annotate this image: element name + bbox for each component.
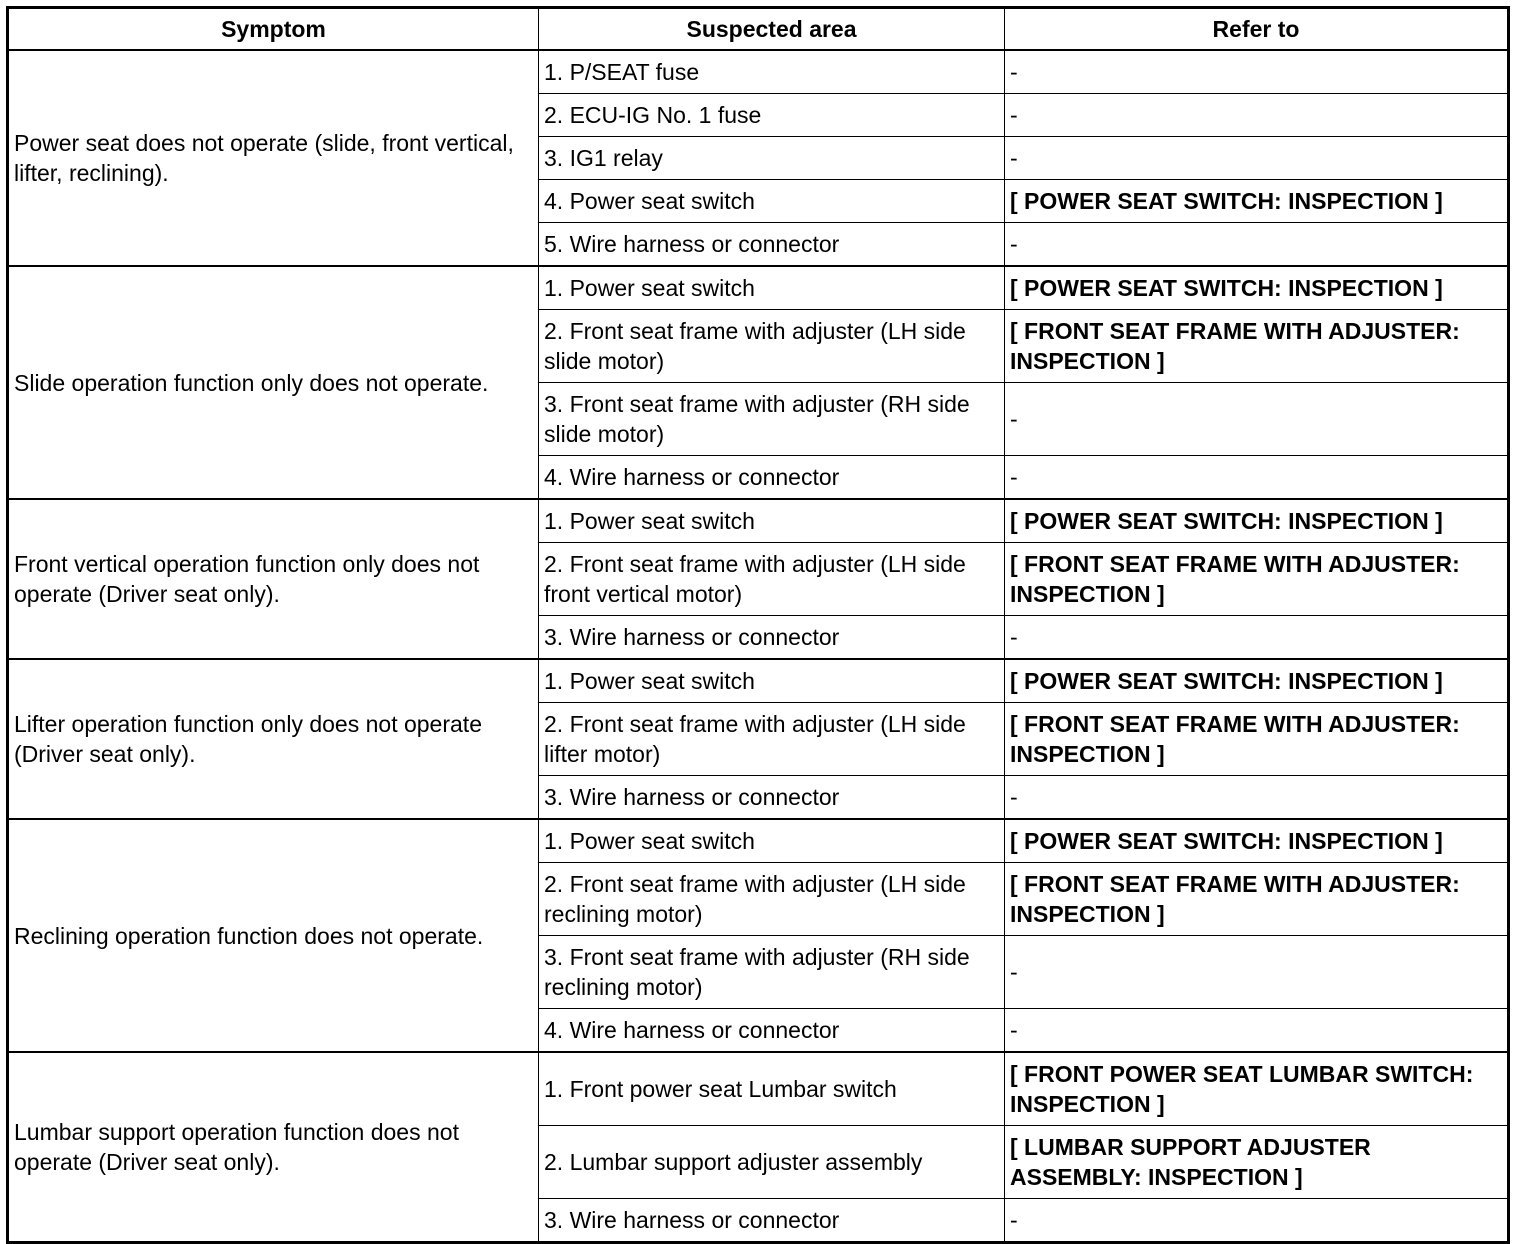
suspected-area-cell: 3. Wire harness or connector — [539, 776, 1005, 820]
symptom-cell: Power seat does not operate (slide, front vertical, lifter, reclining). — [8, 50, 539, 266]
refer-to-cell: - — [1005, 137, 1509, 180]
refer-to-cell: - — [1005, 94, 1509, 137]
suspected-area-cell: 3. Wire harness or connector — [539, 616, 1005, 660]
troubleshooting-table — [6, 6, 1510, 1244]
suspected-area-cell: 1. Power seat switch — [539, 266, 1005, 310]
refer-to-cell: - — [1005, 383, 1509, 456]
refer-to-link[interactable]: [ POWER SEAT SWITCH: INSPECTION ] — [1005, 180, 1509, 223]
refer-to-cell: - — [1005, 50, 1509, 94]
suspected-area-cell: 2. Lumbar support adjuster assembly — [539, 1126, 1005, 1199]
table-row — [8, 819, 1509, 863]
refer-to-link[interactable]: [ FRONT SEAT FRAME WITH ADJUSTER: INSPECTION ] — [1005, 543, 1509, 616]
suspected-area-cell: 3. Front seat frame with adjuster (RH side slide motor) — [539, 383, 1005, 456]
refer-to-cell: - — [1005, 456, 1509, 500]
suspected-area-cell: 1. Power seat switch — [539, 819, 1005, 863]
symptom-cell: Front vertical operation function only does not operate (Driver seat only). — [8, 499, 539, 659]
refer-to-link[interactable]: [ POWER SEAT SWITCH: INSPECTION ] — [1005, 659, 1509, 703]
suspected-area-cell: 2. Front seat frame with adjuster (LH side reclining motor) — [539, 863, 1005, 936]
suspected-area-cell: 3. Wire harness or connector — [539, 1199, 1005, 1243]
refer-to-link[interactable]: [ LUMBAR SUPPORT ADJUSTER ASSEMBLY: INSPECTION ] — [1005, 1126, 1509, 1199]
header-symptom: Symptom — [8, 8, 539, 51]
suspected-area-cell: 4. Power seat switch — [539, 180, 1005, 223]
suspected-area-cell: 2. ECU-IG No. 1 fuse — [539, 94, 1005, 137]
refer-to-link[interactable]: [ FRONT POWER SEAT LUMBAR SWITCH: INSPECTION ] — [1005, 1052, 1509, 1126]
refer-to-link[interactable]: [ POWER SEAT SWITCH: INSPECTION ] — [1005, 819, 1509, 863]
suspected-area-cell: 1. Power seat switch — [539, 499, 1005, 543]
suspected-area-cell: 4. Wire harness or connector — [539, 1009, 1005, 1053]
suspected-area-cell: 3. IG1 relay — [539, 137, 1005, 180]
header-row — [8, 8, 1509, 51]
suspected-area-cell: 1. Front power seat Lumbar switch — [539, 1052, 1005, 1126]
refer-to-cell: - — [1005, 776, 1509, 820]
suspected-area-cell: 2. Front seat frame with adjuster (LH side slide motor) — [539, 310, 1005, 383]
suspected-area-cell: 5. Wire harness or connector — [539, 223, 1005, 267]
table-row — [8, 1052, 1509, 1126]
suspected-area-cell: 1. P/SEAT fuse — [539, 50, 1005, 94]
symptom-cell: Slide operation function only does not operate. — [8, 266, 539, 499]
refer-to-link[interactable]: [ POWER SEAT SWITCH: INSPECTION ] — [1005, 499, 1509, 543]
header-suspected-area: Suspected area — [539, 8, 1005, 51]
refer-to-cell: - — [1005, 223, 1509, 267]
table-row — [8, 659, 1509, 703]
refer-to-link[interactable]: [ POWER SEAT SWITCH: INSPECTION ] — [1005, 266, 1509, 310]
refer-to-link[interactable]: [ FRONT SEAT FRAME WITH ADJUSTER: INSPECTION ] — [1005, 703, 1509, 776]
refer-to-cell: - — [1005, 616, 1509, 660]
suspected-area-cell: 2. Front seat frame with adjuster (LH side front vertical motor) — [539, 543, 1005, 616]
header-refer-to: Refer to — [1005, 8, 1509, 51]
refer-to-link[interactable]: [ FRONT SEAT FRAME WITH ADJUSTER: INSPECTION ] — [1005, 310, 1509, 383]
symptom-cell: Reclining operation function does not operate. — [8, 819, 539, 1052]
table-row — [8, 266, 1509, 310]
refer-to-cell: - — [1005, 1009, 1509, 1053]
table-row — [8, 499, 1509, 543]
refer-to-cell: - — [1005, 936, 1509, 1009]
table-row — [8, 50, 1509, 94]
symptom-cell: Lumbar support operation function does not operate (Driver seat only). — [8, 1052, 539, 1243]
suspected-area-cell: 2. Front seat frame with adjuster (LH side lifter motor) — [539, 703, 1005, 776]
suspected-area-cell: 1. Power seat switch — [539, 659, 1005, 703]
symptom-cell: Lifter operation function only does not operate (Driver seat only). — [8, 659, 539, 819]
suspected-area-cell: 3. Front seat frame with adjuster (RH side reclining motor) — [539, 936, 1005, 1009]
refer-to-cell: - — [1005, 1199, 1509, 1243]
suspected-area-cell: 4. Wire harness or connector — [539, 456, 1005, 500]
refer-to-link[interactable]: [ FRONT SEAT FRAME WITH ADJUSTER: INSPECTION ] — [1005, 863, 1509, 936]
